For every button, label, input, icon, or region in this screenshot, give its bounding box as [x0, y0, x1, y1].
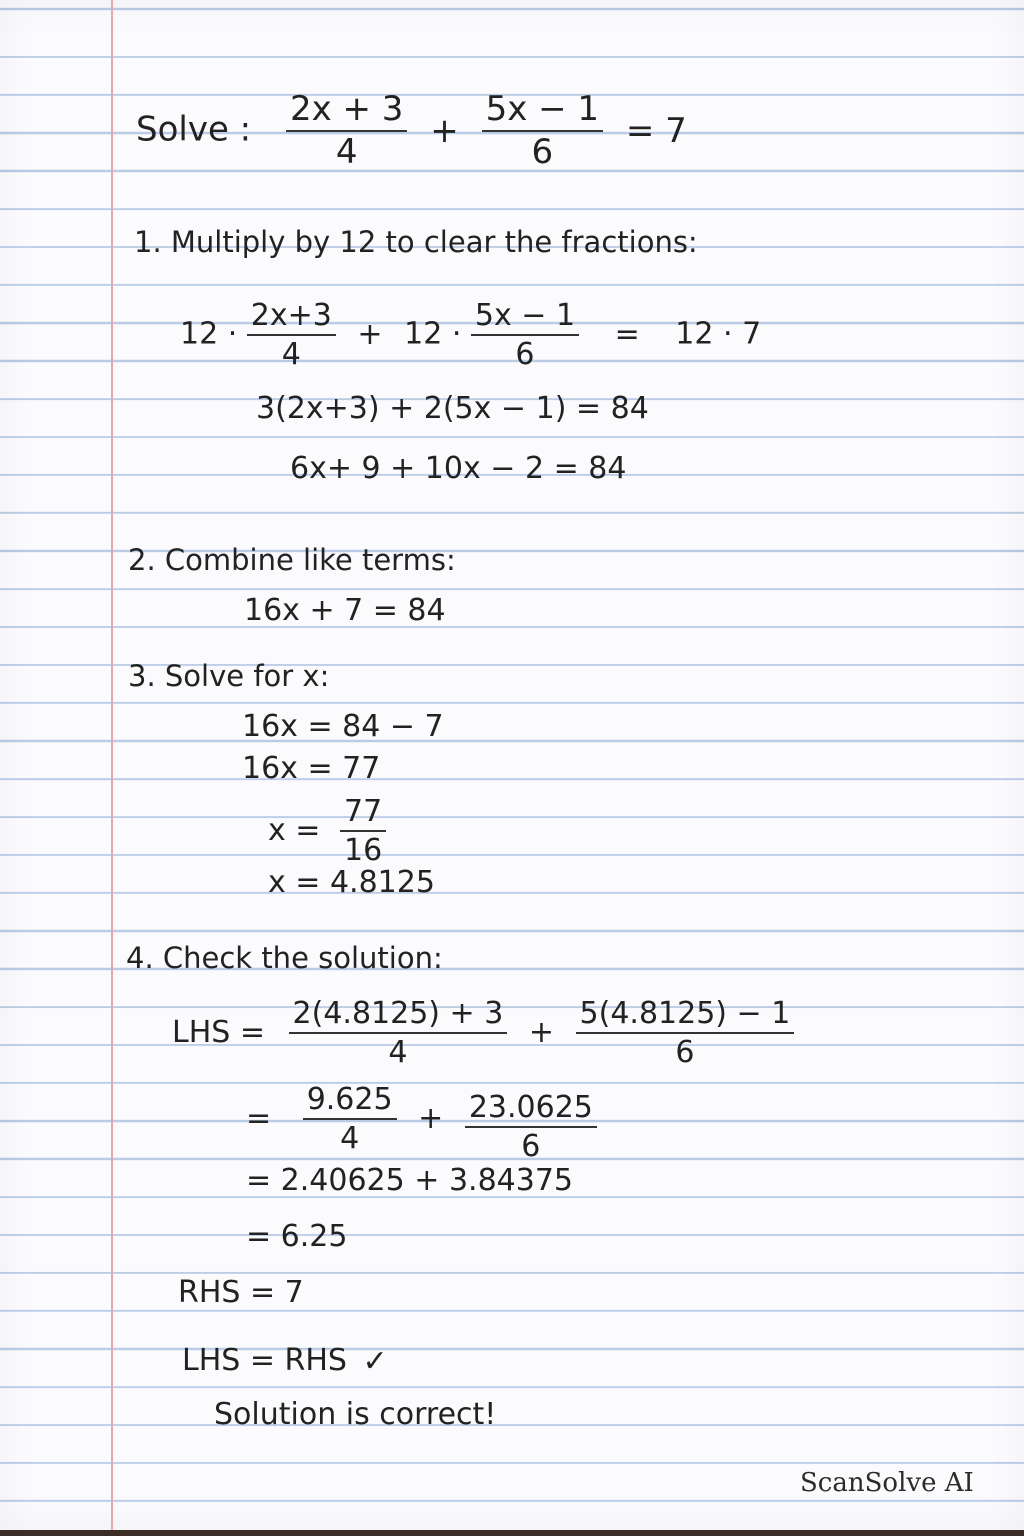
step4-fraction-1: $\frac{2(4.8125) + 3}{4}$ — [289, 998, 508, 1068]
step3-fraction: $\frac{77}{16}$ — [340, 796, 386, 866]
problem-fraction-1: $\frac{2x + 3}{4}$ — [286, 92, 408, 170]
brand-watermark: ScanSolve AI — [800, 1468, 974, 1498]
step4-rhs-line: RHS = 7 — [178, 1275, 304, 1310]
step2-heading: 2. Combine like terms: — [128, 543, 456, 577]
step1-line2: 3(2x+3) + 2(5x − 1) = 84 — [256, 391, 649, 426]
step4-line3: = 2.40625 + 3.84375 — [246, 1163, 573, 1198]
step4-fraction-2: $\frac{5(4.8125) - 1}{6}$ — [576, 998, 795, 1068]
step4-line2: = $\frac{9.625}{4}$ + $\frac{23.0625}{6}$ — [246, 1076, 597, 1162]
step4-fraction-3: $\frac{9.625}{4}$ — [303, 1084, 397, 1154]
step4-lhs-line: LHS = $\frac{2(4.8125) + 3}{4}$ + $\frac{5(4.8125) - 1}{6}$ — [172, 998, 794, 1068]
step4-line4: = 6.25 — [246, 1219, 348, 1254]
step3-line4: x = 4.8125 — [268, 865, 435, 900]
problem-fraction-2: $\frac{5x - 1}{6}$ — [482, 92, 604, 170]
step4-fraction-4: $\frac{23.0625}{6}$ — [465, 1092, 597, 1162]
step1-line1: 12 · $\frac{2x+3}{4}$ + 12 · $\frac{5x - 1}{6}$ = 12 · 7 — [180, 298, 762, 372]
step4-heading: 4. Check the solution: — [126, 941, 443, 975]
problem-statement: Solve : $\frac{2x + 3}{4}$ + $\frac{5x - 1}{6}$ = 7 — [136, 89, 687, 172]
step1-heading: 1. Multiply by 12 to clear the fractions: — [134, 225, 698, 259]
step3-line3: x = $\frac{77}{16}$ — [268, 796, 386, 866]
step3-heading: 3. Solve for x: — [128, 659, 330, 693]
step4-conclusion: LHS = RHS ✓ — [182, 1343, 388, 1379]
step4-final: Solution is correct! — [214, 1397, 497, 1432]
step1-fraction-1: $\frac{2x+3}{4}$ — [247, 300, 336, 370]
step3-line1: 16x = 84 − 7 — [242, 709, 444, 744]
problem-prefix: Solve : — [136, 109, 252, 150]
paper-edge — [0, 1530, 1024, 1536]
margin-line — [111, 0, 113, 1536]
step2-line1: 16x + 7 = 84 — [244, 593, 446, 628]
check-mark-icon: ✓ — [362, 1343, 388, 1379]
step3-line2: 16x = 77 — [242, 751, 381, 786]
step1-line3: 6x+ 9 + 10x − 2 = 84 — [290, 451, 627, 486]
step1-fraction-2: $\frac{5x - 1}{6}$ — [471, 300, 579, 370]
